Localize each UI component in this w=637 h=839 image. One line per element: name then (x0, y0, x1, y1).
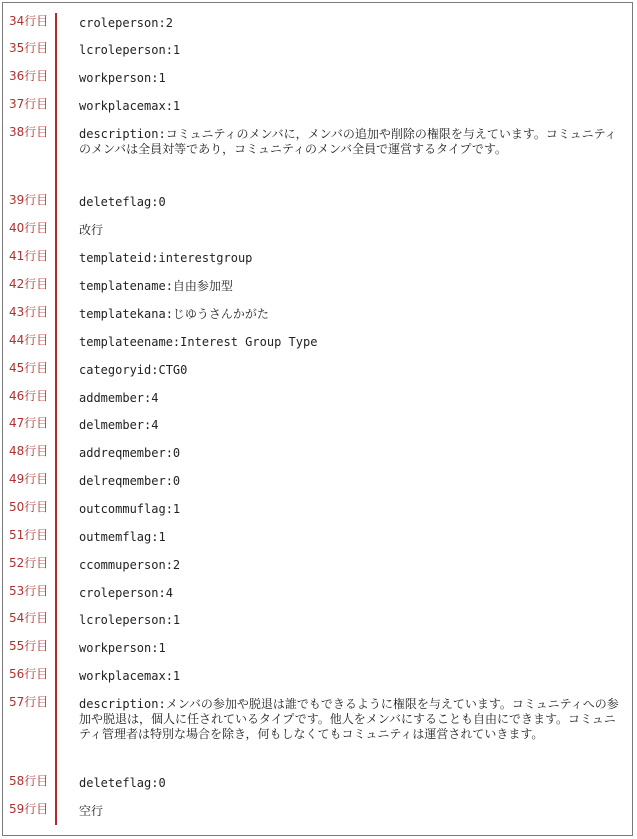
line-text: ccommuperson:2 (79, 558, 181, 572)
line-text: categoryid:CTG0 (79, 363, 188, 377)
line-number: 43行目 (9, 305, 49, 319)
line-number: 48行目 (9, 444, 49, 458)
line-text: croleperson:4 (79, 586, 173, 600)
line-number: 49行目 (9, 472, 49, 486)
line-text: croleperson:2 (79, 16, 173, 30)
line-text: 空行 (79, 804, 104, 818)
line-text: templatename:自由参加型 (79, 279, 233, 293)
line-number: 41行目 (9, 249, 49, 263)
line-number-gutter-divider (55, 13, 57, 825)
line-number: 52行目 (9, 556, 49, 570)
line-text: deleteflag:0 (79, 776, 166, 790)
line-text: workplacemax:1 (79, 669, 181, 683)
line-text: 改行 (79, 223, 104, 237)
code-listing-frame (2, 2, 633, 836)
line-number: 45行目 (9, 361, 49, 375)
line-number: 42行目 (9, 277, 49, 291)
line-text: addreqmember:0 (79, 446, 181, 460)
line-number: 53行目 (9, 584, 49, 598)
line-number: 44行目 (9, 333, 49, 347)
line-number: 50行目 (9, 500, 49, 514)
line-number: 37行目 (9, 97, 49, 111)
line-text: outcommuflag:1 (79, 502, 181, 516)
line-text: workperson:1 (79, 71, 166, 85)
line-number: 36行目 (9, 69, 49, 83)
line-text: outmemflag:1 (79, 530, 166, 544)
line-text: description:コミュニティのメンバに，メンバの追加や削除の権限を与えています。コミュニティのメンバは全員対等であり，コミュニティのメンバ全員で運営するタイプです。 (79, 127, 617, 156)
line-number: 54行目 (9, 611, 49, 625)
line-text: templateename:Interest Group Type (79, 335, 318, 349)
line-number: 40行目 (9, 221, 49, 235)
line-text: templateid:interestgroup (79, 251, 253, 265)
line-number: 39行目 (9, 193, 49, 207)
line-text: lcroleperson:1 (79, 613, 181, 627)
line-number: 38行目 (9, 125, 49, 139)
line-number: 57行目 (9, 695, 49, 709)
line-text: description:メンバの参加や脱退は誰でもできるように権限を与えています。コミュニティへの参加や脱退は，個人に任されているタイプです。他人をメンバにすることも自由にできます。コミュニティ管理者は特別な場合を除き，何もしなくてもコミュニティは運営されていきます。 (79, 697, 619, 741)
line-text: templatekana:じゆうさんかがた (79, 307, 269, 321)
line-number: 55行目 (9, 639, 49, 653)
line-number: 59行目 (9, 802, 49, 816)
line-number: 34行目 (9, 14, 49, 28)
line-number: 46行目 (9, 389, 49, 403)
line-number: 56行目 (9, 667, 49, 681)
line-text: deleteflag:0 (79, 195, 166, 209)
line-number: 51行目 (9, 528, 49, 542)
line-text: workplacemax:1 (79, 99, 181, 113)
line-text: delreqmember:0 (79, 474, 181, 488)
line-text: delmember:4 (79, 418, 159, 432)
line-number: 58行目 (9, 774, 49, 788)
line-text: lcroleperson:1 (79, 43, 181, 57)
line-number: 47行目 (9, 416, 49, 430)
line-number: 35行目 (9, 41, 49, 55)
line-text: workperson:1 (79, 641, 166, 655)
line-text: addmember:4 (79, 391, 159, 405)
